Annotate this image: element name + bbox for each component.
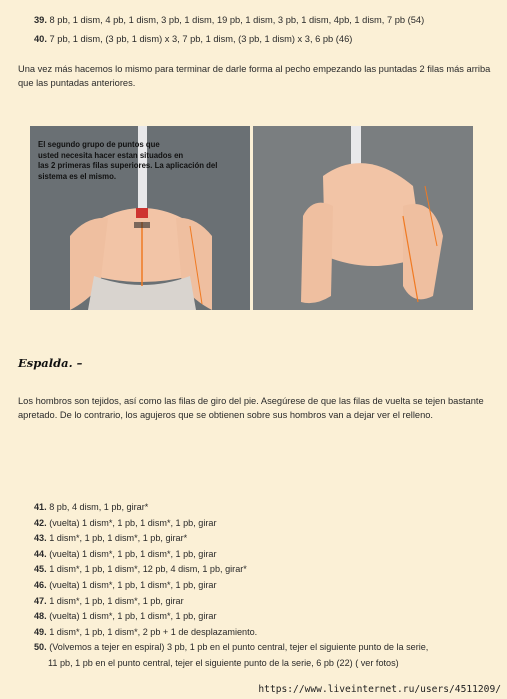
row-text: (vuelta) 1 dism*, 1 pb, 1 dism*, 1 pb, girar <box>49 611 217 622</box>
list-item <box>34 625 428 641</box>
section-paragraph: Los hombros son tejidos, así como las filas de giro del pie. Asegúrese de que las filas de vuelta se tejen bastante apretado. De lo contrario, los agujeros que se obtienen sobre sus hombros van a dejar ver el relleno. <box>18 396 484 420</box>
doll-side-illustration <box>253 126 473 310</box>
row-number: 44. <box>34 548 47 559</box>
list-item <box>34 562 428 578</box>
instruction-row-40 <box>34 33 352 46</box>
row-text: (vuelta) 1 dism*, 1 pb, 1 dism*, 1 pb, girar <box>49 517 217 528</box>
row-number: 49. <box>34 626 47 637</box>
row-number: 47. <box>34 595 47 606</box>
photo-front-doll <box>30 126 250 310</box>
row-number: 43. <box>34 533 47 544</box>
row-text: 1 dism*, 1 pb, 1 dism*, 2 pb + 1 de desplazamiento. <box>49 626 258 637</box>
row-number: 41. <box>34 502 47 512</box>
note-line: las 2 primeras filas superiores. La aplicación del <box>38 161 218 170</box>
list-item <box>34 578 428 594</box>
row-number: 40. <box>34 34 47 44</box>
row-text: 8 pb, 4 dism, 1 pb, girar* <box>49 502 149 512</box>
row-number: 48. <box>34 611 47 622</box>
footer-url[interactable]: https://www.liveinternet.ru/users/4511209/ <box>258 684 501 695</box>
row-number: 39. <box>34 15 47 25</box>
list-item <box>34 594 428 610</box>
note-line: usted necesita hacer estan situados en <box>38 150 184 160</box>
row-text: (vuelta) 1 dism*, 1 pb, 1 dism*, 1 pb, girar <box>49 579 217 590</box>
section-heading-text: Espalda. <box>18 356 73 370</box>
row-text: 7 pb, 1 dism, (3 pb, 1 dism) x 3, 7 pb, 1 dism, (3 pb, 1 dism) x 3, 6 pb (46) <box>49 34 353 44</box>
photo-note <box>38 140 248 182</box>
photo-side-doll <box>253 126 473 310</box>
row-number: 50. <box>34 642 47 653</box>
list-item-continuation <box>34 656 428 672</box>
row-text: 11 pb, 1 pb en el punto central, tejer el siguiente punto de la serie, 6 pb (22) ( ver fotos) <box>48 657 399 668</box>
list-item <box>34 500 428 516</box>
instruction-row-39 <box>34 14 424 27</box>
row-text: (vuelta) 1 dism*, 1 pb, 1 dism*, 1 pb, girar <box>49 548 217 559</box>
list-item <box>34 640 428 656</box>
row-text: 8 pb, 1 dism, 4 pb, 1 dism, 3 pb, 1 dism, 19 pb, 1 dism, 3 pb, 1 dism, 4pb, 1 dism, 7 pb (54) <box>49 15 425 25</box>
row-text: 1 dism*, 1 pb, 1 dism*, 1 pb, girar <box>49 595 184 606</box>
row-number: 45. <box>34 564 47 575</box>
row-number: 46. <box>34 579 47 590</box>
intro-paragraph: Una vez más hacemos lo mismo para terminar de darle forma al pecho empezando las puntadas 2 filas más arriba que las puntadas anteriores. <box>18 64 491 88</box>
row-text: 1 dism*, 1 pb, 1 dism*, 12 pb, 4 dism, 1 pb, girar* <box>49 564 247 575</box>
section-heading <box>18 356 82 370</box>
note-line: El segundo grupo de puntos que <box>38 140 160 149</box>
row-text: (Volvemos a tejer en espiral) 3 pb, 1 pb en el punto central, tejer el siguiente punto de la serie, <box>49 642 429 653</box>
list-item <box>34 609 428 625</box>
section-heading-dash: – <box>76 356 83 370</box>
list-item <box>34 516 428 532</box>
row-text: 1 dism*, 1 pb, 1 dism*, 1 pb, girar* <box>49 533 188 544</box>
instruction-list <box>34 500 428 672</box>
list-item <box>34 547 428 563</box>
list-item <box>34 531 428 547</box>
note-line: sistema es el mismo. <box>38 171 117 181</box>
row-number: 42. <box>34 517 47 528</box>
